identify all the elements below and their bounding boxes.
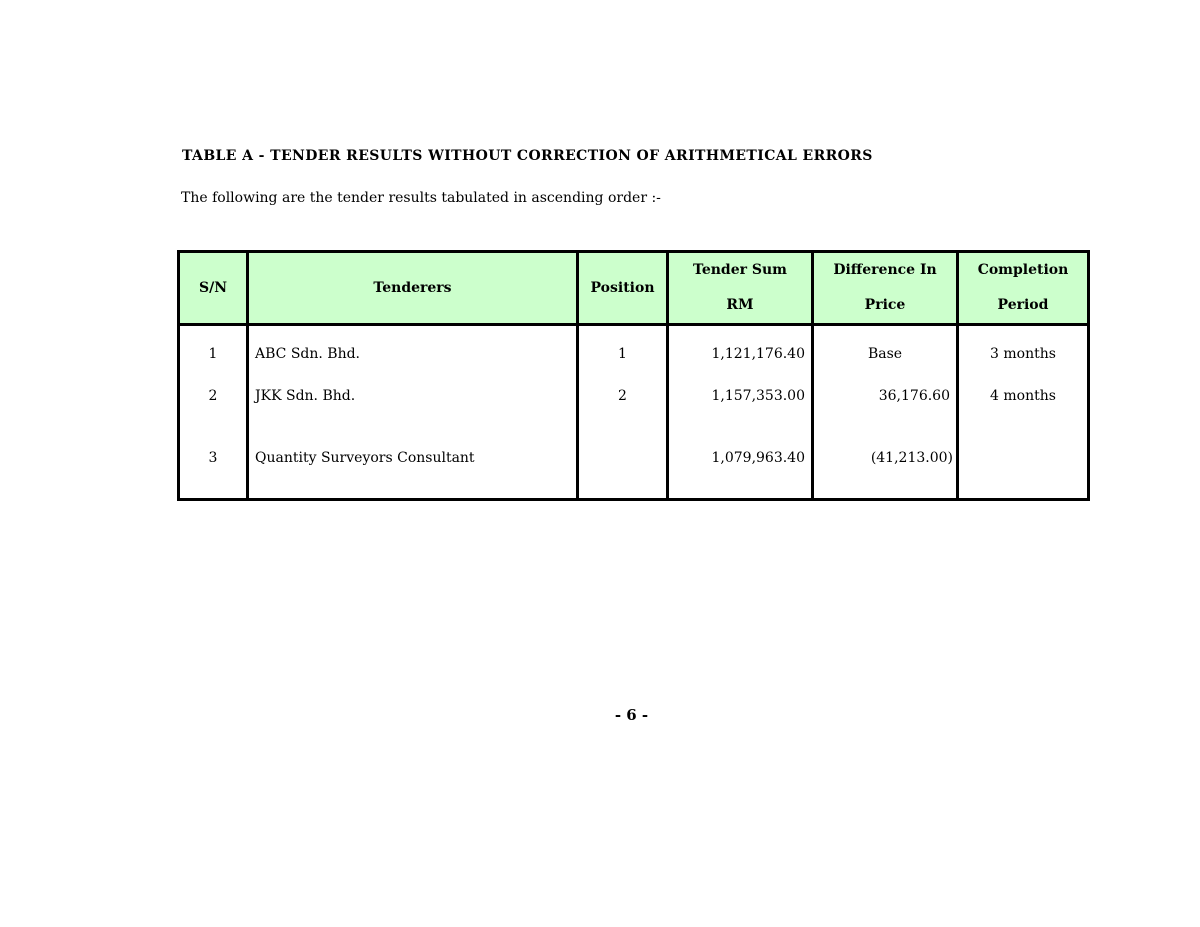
header-tenderers: Tenderers <box>248 252 578 325</box>
cell-tenderer: Quantity Surveyors Consultant <box>248 450 578 500</box>
page-number: - 6 - <box>614 706 649 724</box>
table-row <box>179 325 1089 389</box>
cell-completion: 3 months <box>958 325 1089 389</box>
header-sn: S/N <box>179 252 248 325</box>
cell-completion: 4 months <box>958 388 1089 450</box>
tender-results-table <box>177 250 1090 501</box>
cell-tenderer: ABC Sdn. Bhd. <box>248 325 578 389</box>
header-difference <box>813 252 958 325</box>
header-difference-line2: Price <box>864 297 906 313</box>
cell-sn: 2 <box>179 388 248 450</box>
cell-tender-sum: 1,121,176.40 <box>668 325 813 389</box>
header-completion-line1: Completion <box>977 262 1069 278</box>
cell-difference: 36,176.60 <box>813 388 958 450</box>
header-tender-sum-line2: RM <box>726 297 754 313</box>
header-tender-sum-line1: Tender Sum <box>693 262 787 278</box>
header-tender-sum <box>668 252 813 325</box>
cell-difference: (41,213.00) <box>813 450 958 500</box>
header-completion-line2: Period <box>997 297 1049 313</box>
cell-position: 1 <box>578 325 668 389</box>
cell-sn: 1 <box>179 325 248 389</box>
cell-completion <box>958 450 1089 500</box>
header-difference-line1: Difference In <box>833 262 937 278</box>
table-title: TABLE A - TENDER RESULTS WITHOUT CORRECTION OF ARITHMETICAL ERRORS <box>182 148 873 164</box>
cell-sn: 3 <box>179 450 248 500</box>
header-completion <box>958 252 1089 325</box>
header-position: Position <box>578 252 668 325</box>
cell-tender-sum: 1,157,353.00 <box>668 388 813 450</box>
table-row <box>179 388 1089 450</box>
table-row <box>179 450 1089 500</box>
intro-text: The following are the tender results tabulated in ascending order :- <box>181 190 661 206</box>
cell-tender-sum: 1,079,963.40 <box>668 450 813 500</box>
cell-position: 2 <box>578 388 668 450</box>
cell-position <box>578 450 668 500</box>
cell-tenderer: JKK Sdn. Bhd. <box>248 388 578 450</box>
cell-difference: Base <box>813 325 958 389</box>
table-header-row <box>179 252 1089 325</box>
